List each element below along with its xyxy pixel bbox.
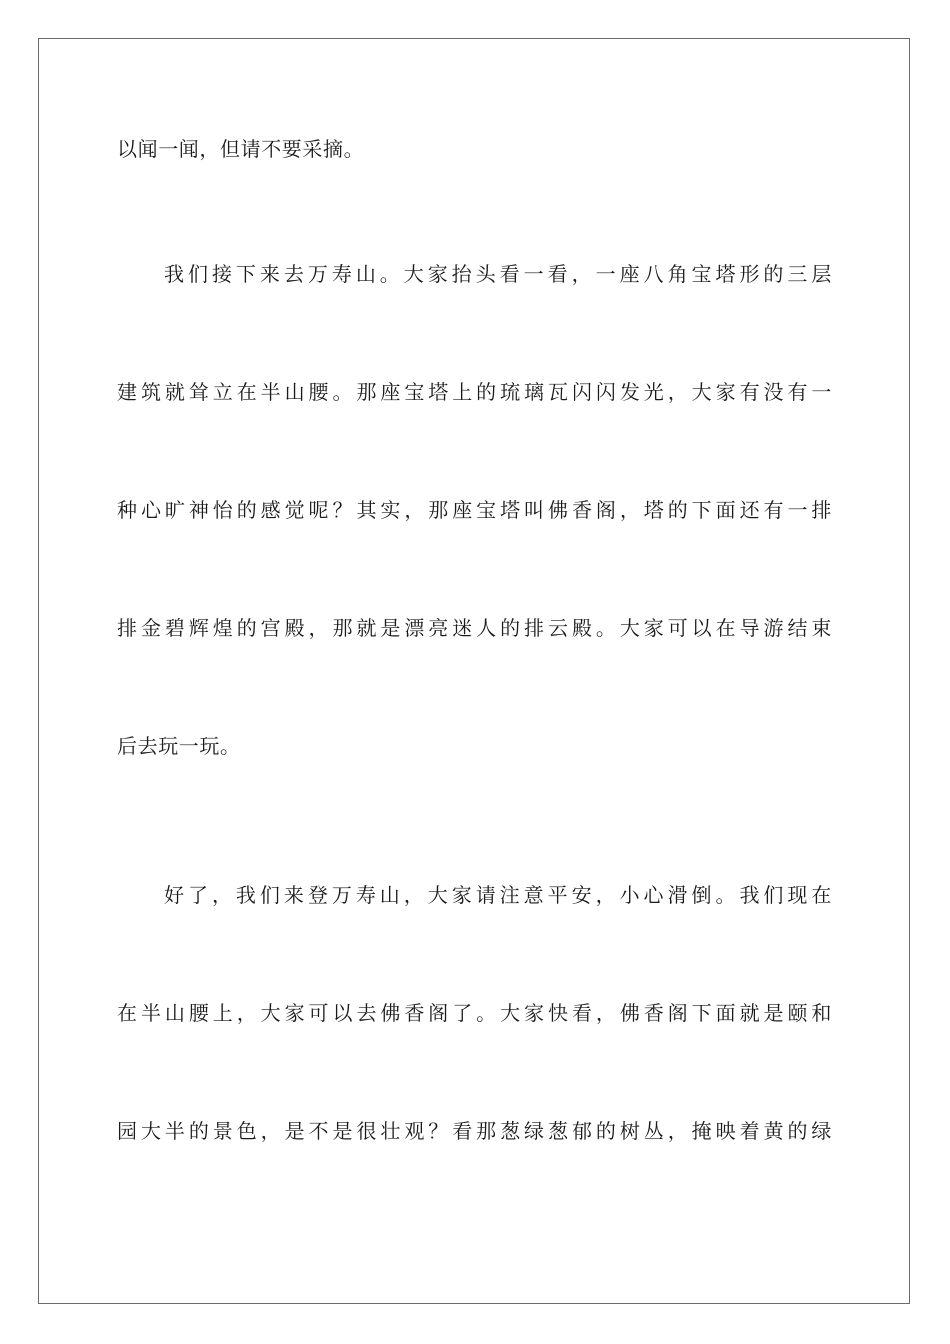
text-line-5: 排金碧辉煌的宫殿，那就是漂亮迷人的排云殿。大家可以在导游结束 — [117, 616, 832, 640]
text-line-9: 园大半的景色，是不是很壮观？看那葱绿葱郁的树丛，掩映着黄的绿 — [117, 1119, 832, 1143]
page-border — [38, 38, 910, 1304]
text-line-6: 后去玩一玩。 — [117, 734, 241, 758]
text-line-4: 种心旷神怡的感觉呢？其实，那座宝塔叫佛香阁，塔的下面还有一排 — [117, 498, 832, 522]
text-line-2: 我们接下来去万寿山。大家抬头看一看，一座八角宝塔形的三层 — [164, 262, 832, 286]
text-line-8: 在半山腰上，大家可以去佛香阁了。大家快看，佛香阁下面就是颐和 — [117, 1001, 832, 1025]
text-line-1: 以闻一闻，但请不要采摘。 — [117, 137, 365, 161]
text-line-3: 建筑就耸立在半山腰。那座宝塔上的琉璃瓦闪闪发光，大家有没有一 — [117, 380, 832, 404]
text-line-7: 好了，我们来登万寿山，大家请注意平安，小心滑倒。我们现在 — [164, 883, 832, 907]
